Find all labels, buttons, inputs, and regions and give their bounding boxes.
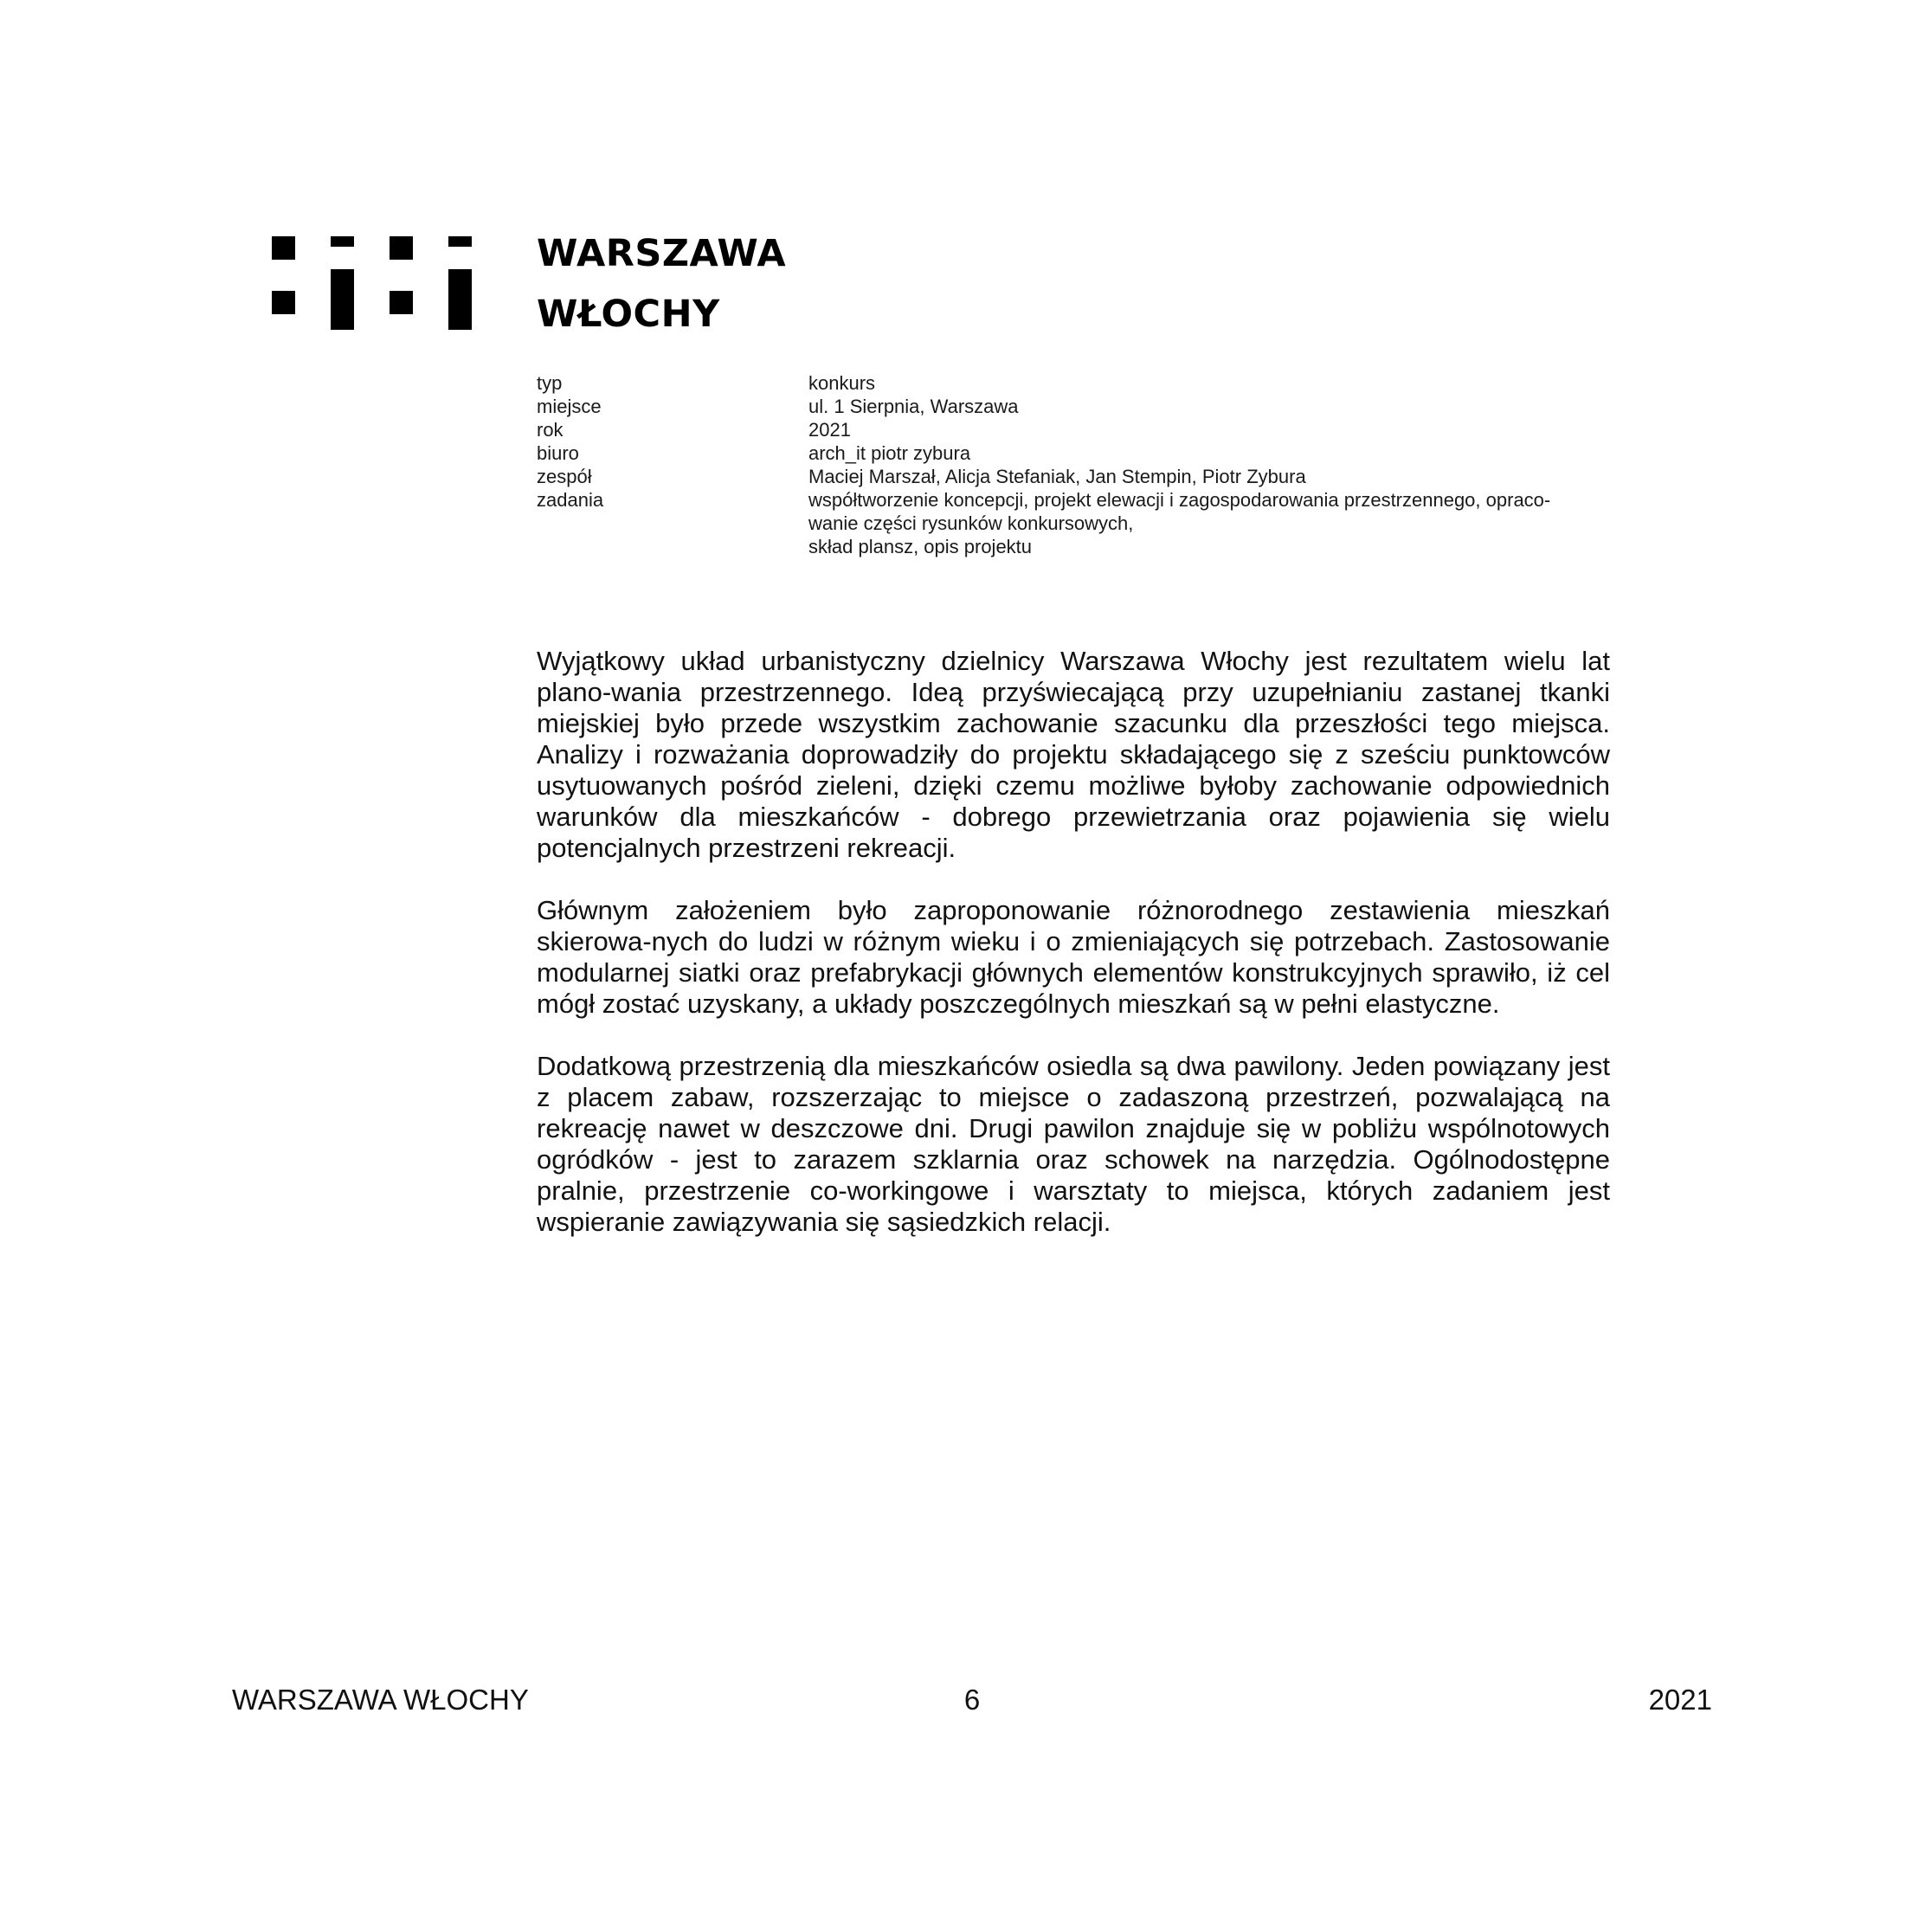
meta-value: konkurs [808,372,876,394]
logo-icon [0,0,485,346]
paragraph: Dodatkową przestrzenią dla mieszkańców osiedla są dwa pawilony. Jeden powiązany jest z placem zabaw, rozszerzając to miejsce o zadaszoną przestrzeń, pozwalającą na rekreację nawet w deszczowe dni. Drugi pawilon znajduje się w pobliżu wspólnotowych ogródków - jest to zarazem szklarnia oraz schowek na narzędzia. Ogólnodostępne pralnie, przestrzenie co-workingowe i warsztaty to miejsca, których zadaniem jest wspieranie zawiązywania się sąsiedzkich relacji. [537,1051,1610,1237]
meta-value: Maciej Marszał, Alicja Stefaniak, Jan Stempin, Piotr Zybura [808,466,1306,487]
meta-key: miejsce [537,396,602,417]
footer-title: WARSZAWA WŁOCHY [232,1684,529,1716]
meta-row-rok [537,418,1610,441]
title-line-2: WŁOCHY [537,293,720,336]
meta-value: 2021 [808,419,851,441]
page-title [537,223,786,345]
page-number: 6 [963,1684,981,1716]
footer-year: 2021 [1648,1684,1712,1716]
meta-value: współtworzenie koncepcji, projekt elewacji i zagospodarowania przestrzennego, opraco- wanie części rysunków konkursowych, skład plansz, opis projektu [808,489,1551,557]
title-line-1: WARSZAWA [537,232,787,275]
meta-key: biuro [537,442,579,464]
paragraph: Wyjątkowy układ urbanistyczny dzielnicy Warszawa Włochy jest rezultatem wielu lat plano-wania przestrzennego. Ideą przyświecającą przy uzupełnianiu zastanej tkanki miejskiej było przede wszystkim zachowanie szacunku dla przeszłości tego miejsca. Analizy i rozważania doprowadziły do projektu składającego się z sześciu punktowców usytuowanych pośród zieleni, dzięki czemu możliwe byłoby zachowanie odpowiednich warunków dla mieszkańców - dobrego przewietrzania oraz pojawienia się wielu potencjalnych przestrzeni rekreacji. [537,646,1610,863]
project-meta-table [537,371,1610,558]
meta-row-zespol [537,465,1610,488]
meta-value: arch_it piotr zybura [808,442,971,464]
meta-row-miejsce [537,395,1610,418]
meta-key: zespół [537,466,592,487]
meta-row-zadania [537,488,1610,558]
meta-value: ul. 1 Sierpnia, Warszawa [808,396,1019,417]
paragraph: Głównym założeniem było zaproponowanie różnorodnego zestawienia mieszkań skierowa-nych do ludzi w różnym wieku i o zmieniających się potrzebach. Zastosowanie modularnej siatki oraz prefabrykacji głównych elementów konstrukcyjnych sprawiło, iż cel mógł zostać uzyskany, a układy poszczególnych mieszkań są w pełni elastyczne. [537,895,1610,1019]
meta-row-biuro [537,441,1610,465]
page-footer [232,1681,1712,1719]
project-description [537,646,1610,1269]
meta-key: zadania [537,489,604,511]
meta-row-typ [537,371,1610,395]
meta-key: typ [537,372,563,394]
meta-key: rok [537,419,564,441]
